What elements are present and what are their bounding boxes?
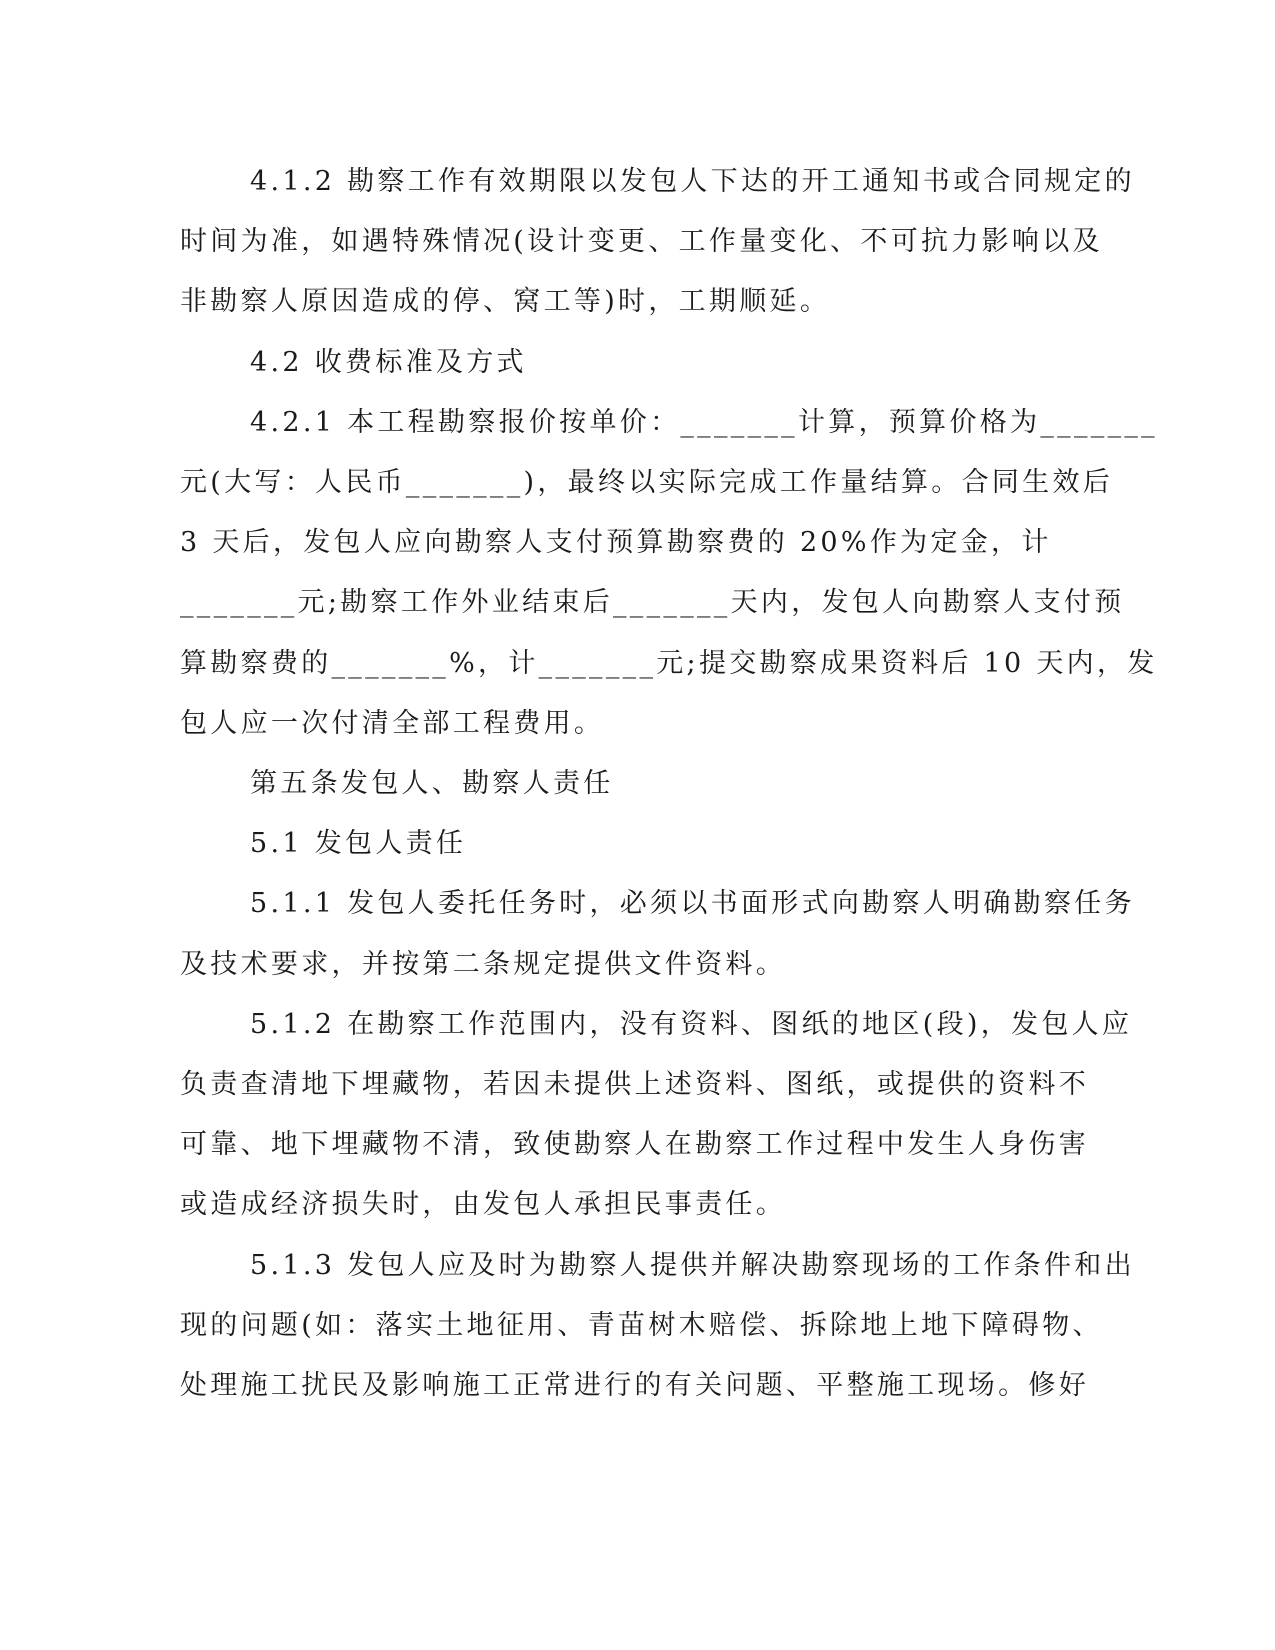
clause-4-1-2 [180, 152, 1135, 333]
clause-4-2-1 [180, 393, 1158, 754]
clause-5-1-1 [180, 874, 1135, 994]
clause-4-2-heading [180, 333, 1035, 393]
text-line: 处理施工扰民及影响施工正常进行的有关问题、平整施工现场。修好 [180, 1370, 1089, 1402]
text-line: 负责查清地下埋藏物，若因未提供上述资料、图纸，或提供的资料不 [180, 1069, 1089, 1101]
article-5-heading [180, 754, 1035, 814]
text-line: 算勘察费的_______%，计_______元;提交勘察成果资料后 10 天内，发 [180, 647, 1158, 679]
clause-5-1-heading [180, 814, 1035, 874]
text-line: 5.1.3 发包人应及时为勘察人提供并解决勘察现场的工作条件和出 [250, 1249, 1135, 1281]
text-line: _______元;勘察工作外业结束后_______天内，发包人向勘察人支付预 [180, 587, 1125, 619]
text-line: 4.2 收费标准及方式 [250, 346, 527, 378]
text-line: 包人应一次付清全部工程费用。 [180, 707, 605, 739]
text-line: 现的问题(如：落实土地征用、青苗树木赔偿、拆除地上地下障碍物、 [180, 1309, 1103, 1341]
document-body [180, 152, 1158, 1416]
text-line: 3 天后，发包人应向勘察人支付预算勘察费的 20%作为定金，计 [180, 527, 1052, 559]
text-line: 及技术要求，并按第二条规定提供文件资料。 [180, 948, 786, 980]
text-line: 可靠、地下埋藏物不清，致使勘察人在勘察工作过程中发生人身伤害 [180, 1129, 1089, 1161]
text-line: 5.1.1 发包人委托任务时，必须以书面形式向勘察人明确勘察任务 [250, 888, 1135, 920]
clause-5-1-3 [180, 1236, 1135, 1417]
text-line: 时间为准，如遇特殊情况(设计变更、工作量变化、不可抗力影响以及 [180, 226, 1103, 258]
clause-5-1-2 [180, 995, 1133, 1236]
text-line: 元(大写：人民币_______)，最终以实际完成工作量结算。合同生效后 [180, 467, 1114, 499]
text-line: 非勘察人原因造成的停、窝工等)时，工期顺延。 [180, 286, 831, 318]
text-line: 4.1.2 勘察工作有效期限以发包人下达的开工通知书或合同规定的 [250, 166, 1135, 197]
text-line: 4.2.1 本工程勘察报价按单价：_______计算，预算价格为_______ [250, 406, 1158, 438]
text-line: 5.1.2 在勘察工作范围内，没有资料、图纸的地区(段)，发包人应 [250, 1008, 1133, 1040]
text-line: 或造成经济损失时，由发包人承担民事责任。 [180, 1189, 786, 1221]
text-line: 5.1 发包人责任 [250, 828, 467, 860]
text-line: 第五条发包人、勘察人责任 [250, 768, 614, 800]
